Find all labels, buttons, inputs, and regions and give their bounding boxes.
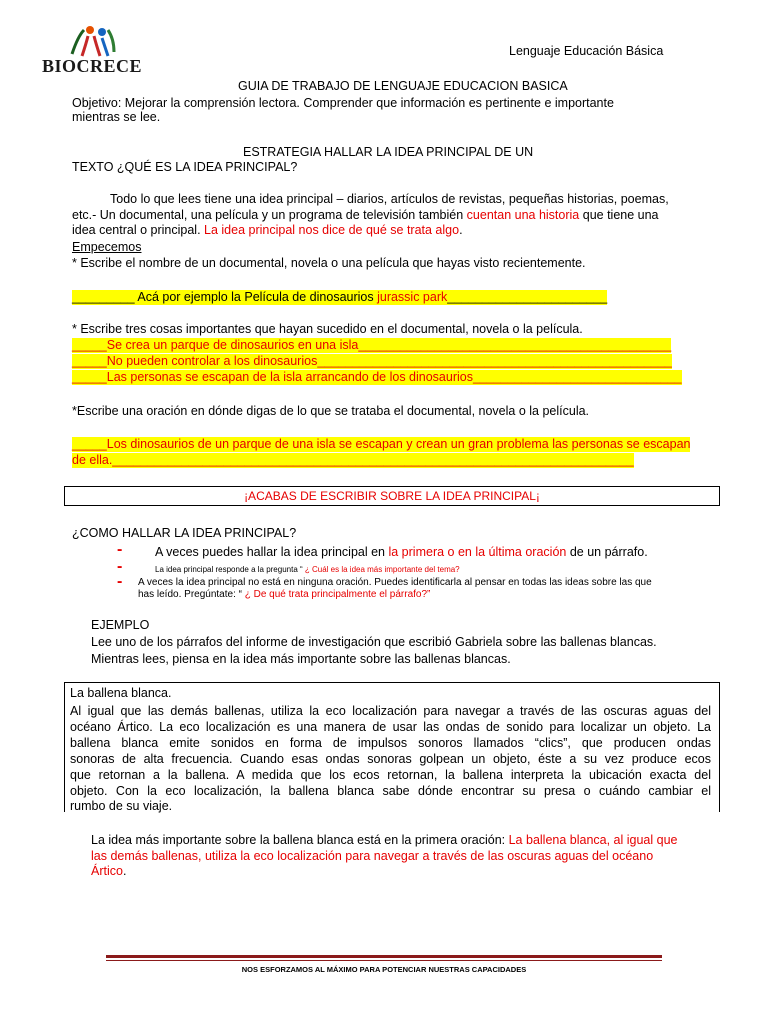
question-2: * Escribe tres cosas importantes que hayan sucedido en el documental, novela o la película.: [72, 322, 583, 336]
objective-line2: mientras se lee.: [72, 110, 161, 124]
whale-box-line: ballena blanca emite sonidos en forma de impulsos sonoros llamados “clics”, que producen ondas: [70, 736, 711, 750]
answer-1-red: jurassic park: [377, 290, 448, 304]
conclusion-line3-red: Ártico: [91, 864, 123, 878]
conclusion-line1: [91, 833, 678, 848]
how-heading: ¿COMO HALLAR LA IDEA PRINCIPAL?: [72, 526, 297, 540]
bullet-3-a2: has leído. Pregúntate: “: [138, 589, 245, 600]
intro-line2-b: que tiene una: [579, 208, 659, 222]
bullet-marker: -: [117, 573, 123, 590]
logo: [42, 20, 152, 80]
objective-line1: Objetivo: Mejorar la comprensión lectora. Comprender que información es pertinente e importante: [72, 96, 614, 110]
page-title: GUIA DE TRABAJO DE LENGUAJE EDUCACION BASICA: [238, 79, 568, 93]
answer-3-line2: de ella.___________________________________________________________________________: [72, 453, 634, 467]
bullet-marker: -: [117, 541, 123, 558]
footer-rule: [106, 955, 662, 958]
whale-box-line: rumbo de su viaje.: [70, 799, 173, 813]
example-heading: EJEMPLO: [91, 618, 150, 632]
logo-figure-icon: [62, 20, 152, 60]
answer-1-blank-a: _________: [72, 290, 135, 304]
answer-2-tail: ______________________________: [472, 370, 682, 384]
bullet-marker: -: [117, 558, 123, 575]
header-right-title: Lenguaje Educación Básica: [509, 44, 664, 58]
answer-2-blank: _____: [72, 354, 107, 368]
logo-text: BIOCRECE: [42, 56, 143, 76]
whale-box-line: que retornan a la ballena. A medida que los ecos retornan, la ballena interpreta la ubicación exacta del: [70, 768, 711, 782]
conclusion-line2: las demás ballenas, utiliza la eco localización para navegar a través de las oscuras aguas del océano: [91, 849, 654, 863]
strategy-line2: TEXTO ¿QUÉ ES LA IDEA PRINCIPAL?: [72, 160, 298, 174]
question-1: * Escribe el nombre de un documental, novela o una película que hayas visto recientemente.: [72, 256, 586, 270]
answer-2-text: No pueden controlar a los dinosaurios: [106, 354, 318, 368]
bullet-2-a: La idea principal responde a la pregunta “: [155, 565, 305, 574]
answer-2-tail: _____________________________________________: [358, 338, 672, 352]
bullet-2-red: ¿ Cuál es la idea más importante del tema?: [304, 565, 460, 574]
bullet-3-line2: [138, 589, 430, 601]
answer-1: [72, 290, 607, 305]
bullet-3-line1: A veces la idea principal no está en ninguna oración. Puedes identificarla al pensar en todas las ideas sobre las que: [138, 577, 652, 588]
bullet-3-red: ¿ De qué trata principalmente el párrafo?”: [244, 589, 431, 600]
answer-2-tail: ___________________________________________________: [317, 354, 672, 368]
whale-box-line: sonoras de alta frecuencia. Cuando esas ondas sonoras golpean un objeto, éste a su vez produce ecos: [70, 752, 711, 766]
bullet-1-red: la primera o en la última oración: [388, 545, 567, 559]
answer-2-item-3: [72, 370, 682, 385]
intro-line1: Todo lo que lees tiene una idea principal – diarios, artículos de revistas, pequeñas historias, poemas,: [110, 192, 669, 206]
banner-box: [64, 486, 720, 506]
bullet-2: [155, 565, 460, 575]
answer-2-blank: _____: [72, 338, 107, 352]
answer-1-text: Acá por ejemplo la Película de dinosaurios: [134, 290, 378, 304]
conclusion-line1-red: La ballena blanca, al igual que: [508, 833, 678, 847]
bullet-1-a: A veces puedes hallar la idea principal en: [155, 545, 389, 559]
whale-box-line: objeto. Con la eco localización, la ballena blanca sabe dónde encontrar su presa o cuándo cambiar el: [70, 784, 711, 798]
example-line2: Mientras lees, piensa en la idea más importante sobre las ballenas blancas.: [91, 652, 511, 666]
intro-line2-red: cuentan una historia: [466, 208, 580, 222]
bullet-1-b: de un párrafo.: [566, 545, 648, 559]
answer-3-line1: _____Los dinosaurios de un parque de una isla se escapan y crean un gran problema las personas se escapan: [72, 437, 691, 451]
intro-line3-b: .: [459, 223, 463, 237]
whale-box-line: océano Ártico. La eco localización es una manera de usar las ondas de sonido para localizar un objeto. La: [70, 720, 711, 734]
whale-box-title: La ballena blanca.: [70, 686, 172, 700]
bullet-1: [155, 545, 648, 560]
intro-line3-a: idea central o principal.: [72, 223, 205, 237]
footer-motto: NOS ESFORZAMOS AL MÁXIMO PARA POTENCIAR NUESTRAS CAPACIDADES: [241, 965, 527, 974]
intro-line2: [72, 208, 659, 223]
whale-box: [64, 682, 720, 812]
question-3: *Escribe una oración en dónde digas de lo que se trataba el documental, novela o la película.: [72, 404, 590, 418]
answer-2-item-2: [72, 354, 672, 369]
answer-1-blank-b: _______________________: [447, 290, 608, 304]
intro-line2-a: etc.- Un documental, una película y un programa de televisión también: [72, 208, 467, 222]
empecemos-heading: Empecemos: [72, 240, 142, 254]
intro-line3-red: La idea principal nos dice de qué se trata algo: [204, 223, 460, 237]
answer-2-text: Se crea un parque de dinosaurios en una isla: [106, 338, 359, 352]
example-line1: Lee uno de los párrafos del informe de investigación que escribió Gabriela sobre las ballenas blancas.: [91, 635, 657, 649]
banner-text: ¡ACABAS DE ESCRIBIR SOBRE LA IDEA PRINCIPAL¡: [244, 489, 540, 503]
conclusion-line3-b: .: [122, 864, 127, 878]
strategy-line1: ESTRATEGIA HALLAR LA IDEA PRINCIPAL DE UN: [243, 145, 534, 159]
answer-2-item-1: [72, 338, 671, 353]
intro-line3: [72, 223, 463, 238]
whale-box-line: Al igual que las demás ballenas, utiliza la eco localización para navegar a través de las oscuras aguas del: [70, 704, 711, 718]
conclusion-line1-a: La idea más importante sobre la ballena blanca está en la primera oración:: [91, 833, 509, 847]
answer-2-blank: _____: [72, 370, 107, 384]
answer-2-text: Las personas se escapan de la isla arrancando de los dinosaurios: [106, 370, 473, 384]
footer-rule-thin: [106, 960, 662, 961]
conclusion-line3: [91, 864, 126, 879]
